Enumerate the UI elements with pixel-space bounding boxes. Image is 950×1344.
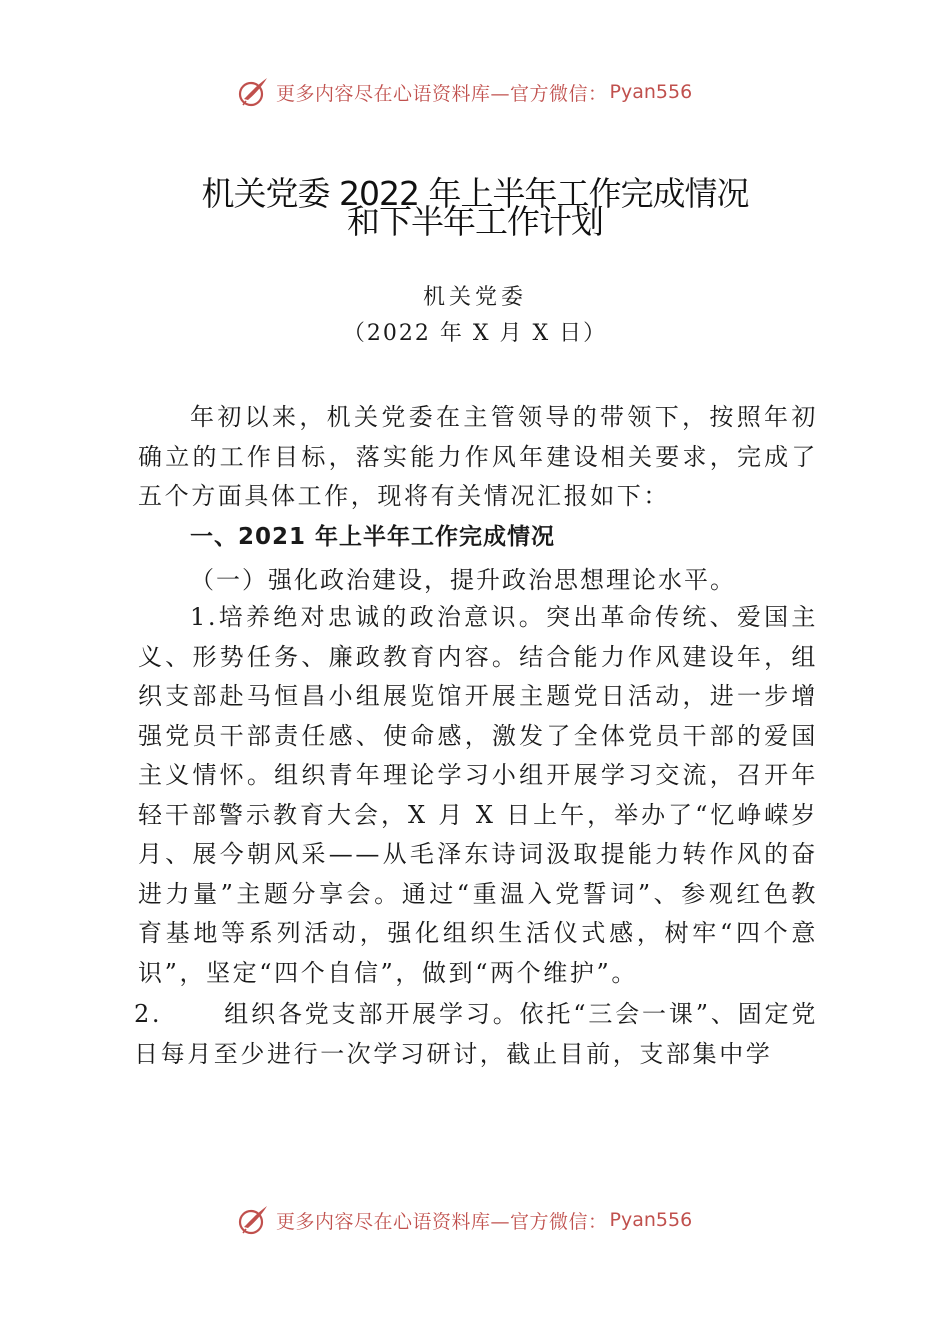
- item-2-text: 组织各党支部开展学习。依托“三会一课”、固定党日每月至少进行一次学习研讨，截止目前，支部集中学: [134, 1000, 818, 1068]
- quill-logo-icon: [236, 1203, 270, 1237]
- section-heading-1: 一、2021 年上半年工作完成情况: [190, 524, 556, 550]
- watermark-banner-top: [236, 72, 736, 112]
- document-date: （2022 年 X 月 X 日）: [342, 321, 608, 346]
- quill-logo-icon: [236, 75, 270, 109]
- document-author: 机关党委: [422, 285, 527, 310]
- watermark-wechat-id: Pyan556: [609, 81, 693, 103]
- item-2-number: 2.: [134, 1000, 163, 1028]
- watermark-text: 更多内容尽在心语资料库—官方微信：: [276, 1210, 608, 1233]
- watermark-wechat-id: Pyan556: [609, 1209, 693, 1231]
- document-title-line-1: 机关党委 2022 年上半年工作完成情况: [201, 174, 749, 213]
- watermark-banner-bottom: [236, 1200, 736, 1240]
- intro-paragraph: 年初以来，机关党委在主管领导的带领下，按照年初确立的工作目标，落实能力作风年建设相关要求，完成了五个方面具体工作，现将有关情况汇报如下：: [138, 403, 818, 510]
- document-title-line-2: 和下半年工作计划: [347, 202, 603, 241]
- subsection-heading-1: （一）强化政治建设，提升政治思想理论水平。: [190, 566, 736, 594]
- watermark-text: 更多内容尽在心语资料库—官方微信：: [276, 82, 608, 105]
- item-2-paragraph: [134, 995, 818, 1074]
- item-1-paragraph: 1.培养绝对忠诚的政治意识。突出革命传统、爱国主义、形势任务、廉政教育内容。结合能力作风建设年，组织支部赴马恒昌小组展览馆开展主题党日活动，进一步增强党员干部责任感、使命感，激发了全体党员干部的爱国主义情怀。组织青年理论学习小组开展学习交流，召开年轻干部警示教育大会，X 月 X 日上午，举办了“忆峥嵘岁月、展今朝风采——从毛泽东诗词汲取提能力转作风的奋进力量”主题分享会。通过“重温入党誓词”、参观红色教育基地等系列活动，强化组织生活仪式感，树牢“四个意识”，坚定“四个自信”，做到“两个维护”。: [138, 603, 818, 987]
